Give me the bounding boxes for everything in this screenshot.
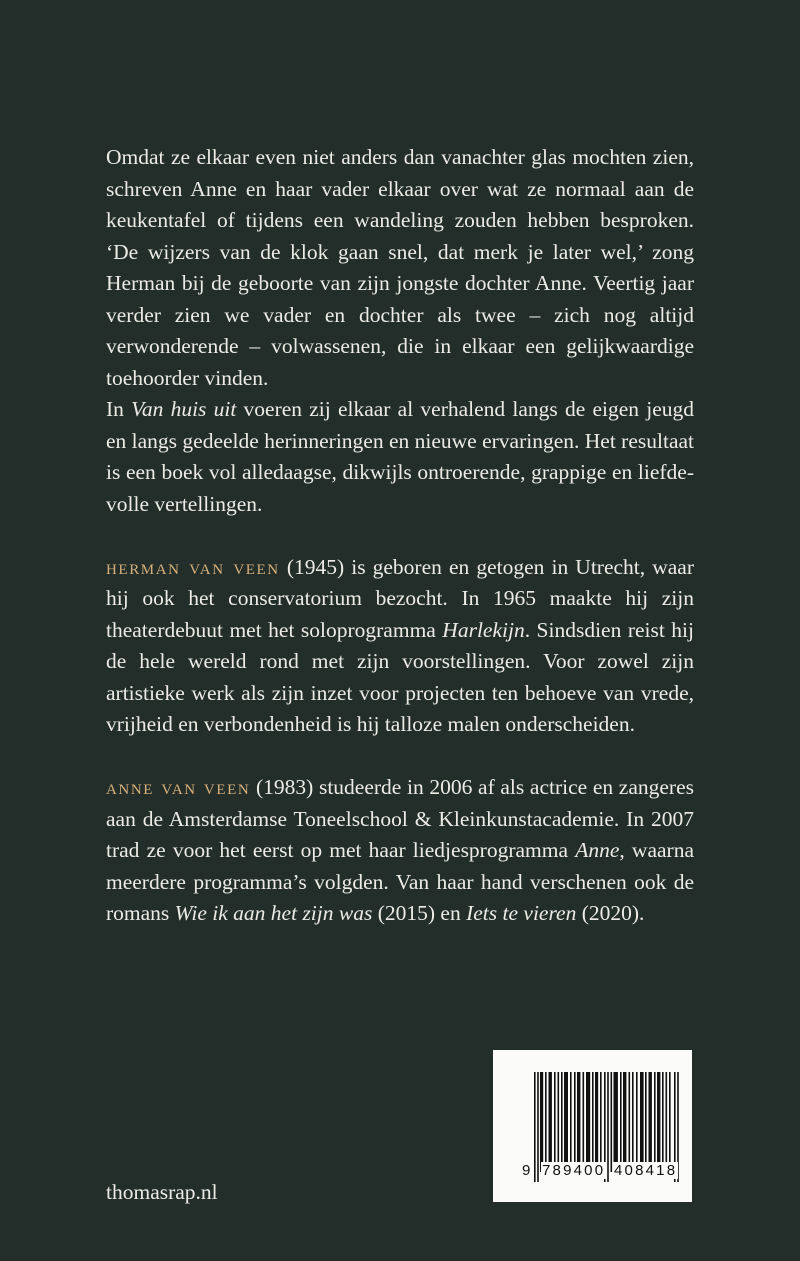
author-name-herman: herman van veen: [106, 554, 280, 579]
author-bio-herman: [106, 552, 694, 741]
author-bio-anne-text-2: , waarna meerdere programma’s volgden. Van haar hand verschenen ook de romans: [106, 838, 694, 925]
blurb-paragraph-2: [106, 394, 694, 520]
novel-title-2: Iets te vieren: [466, 901, 577, 925]
author-bio-anne-text-4: (2020).: [576, 901, 645, 925]
program-title-harlekijn: Harlekijn: [442, 617, 525, 642]
author-bio-anne-text-1: (1983) studeerde in 2006 af als actrice en zangeres aan de Amsterdamse Toneelschool & Kleinkunstacademie. In 2007 trad ze voor het eerst op met haar liedjesprogramma: [106, 775, 694, 862]
author-bio-herman-text-1: (1945) is geboren en getogen in Utrecht, waar hij ook het conservatorium bezocht. In 1965 maakte hij zijn theaterdebuut met het soloprogramma: [106, 554, 694, 642]
author-bio-anne-text-3: (2015) en: [372, 901, 467, 925]
blurb-paragraph-2-rest: voeren zij elkaar al verhalend langs de eigen jeugd en langs gedeelde herinneringen en nieuwe ervaringen. Het resultaat is een boek vol alledaagse, dikwijls ontroerende, grappige en liefdevolle vertellingen.: [106, 397, 695, 516]
isbn-digit-first: 9: [522, 1162, 533, 1179]
blurb-paragraph-2-prefix: In: [106, 397, 132, 421]
author-bio-anne: [106, 772, 694, 930]
author-bio-herman-text-2: . Sindsdien reist hij de hele wereld rond met zijn voorstellingen. Voor zowel zijn artistieke werk als zijn inzet voor projecten ten behoeve van vrede, vrijheid en verbondenheid is hij talloze malen onderscheiden.: [106, 617, 694, 736]
isbn-digits-left: 789400: [542, 1162, 606, 1179]
blurb-paragraph-1: Omdat ze elkaar even niet anders dan vanachter glas mochten zien, schreven Anne en haar vader elkaar over wat ze normaal aan de keukentafel of tijdens een wandeling zouden hebben besproken. ‘De wijzers van de klok gaan snel, dat merk je later wel,’ zong Herman bij de geboorte van zijn jongste dochter Anne. Veertig jaar verder zien we vader en dochter als twee – zich nog altijd verwonderende – volwassenen, die in elkaar een gelijkwaardige toehoorder vinden.: [106, 145, 694, 390]
program-title-anne: Anne: [575, 838, 620, 862]
isbn-digits-right: 408418: [614, 1162, 678, 1179]
novel-title-1: Wie ik aan het zijn was: [174, 901, 373, 925]
publisher-url: thomasrap.nl: [106, 1180, 218, 1204]
back-cover-text: [106, 142, 694, 930]
author-name-anne: anne van veen: [106, 775, 251, 799]
isbn-barcode: [493, 1050, 692, 1202]
isbn-number: [521, 1162, 681, 1188]
book-title: Van huis uit: [131, 397, 237, 421]
